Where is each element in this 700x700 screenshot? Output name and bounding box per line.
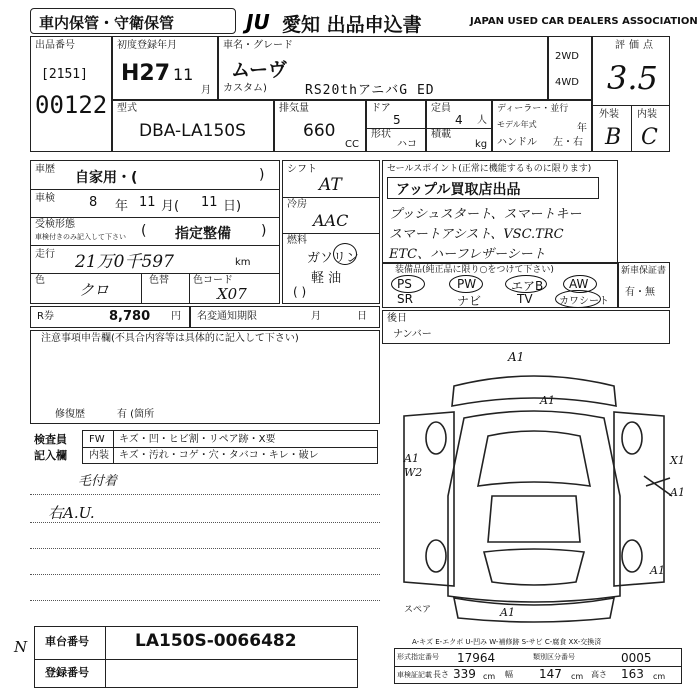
spare-label: スペア xyxy=(404,605,432,615)
handle-options: 左・右 xyxy=(553,137,583,148)
kg-unit: kg xyxy=(475,139,488,150)
windshield xyxy=(478,431,590,486)
first-registration-box xyxy=(112,36,218,100)
recycle-label: R券 xyxy=(37,311,54,322)
registration-month: 11 xyxy=(173,65,194,84)
equip-navi: ナビ xyxy=(457,294,482,308)
lot-number-box xyxy=(30,36,112,152)
car-damage-diagram xyxy=(384,346,684,628)
chassis-number: LA150S-0066482 xyxy=(135,631,297,651)
writing-line xyxy=(30,522,380,523)
designation-box xyxy=(394,648,682,684)
model-type: DBA-LA150S xyxy=(139,121,246,141)
interior-score-label: 内装 xyxy=(637,109,657,120)
history-value: 自家用・( xyxy=(75,170,138,186)
dealer-label: ディーラー・並行 xyxy=(497,104,569,114)
equip-seat-circle xyxy=(555,290,601,308)
color-code: X07 xyxy=(217,285,247,303)
color-value: クロ xyxy=(79,281,110,299)
drive-2wd: 2WD xyxy=(555,51,579,62)
selling-points-box xyxy=(382,160,618,264)
equip-ps-circle xyxy=(391,275,425,293)
drivetrain-block xyxy=(282,160,380,304)
inspector-label-1: 検査員 xyxy=(34,433,67,446)
mark-w2-left: W2 xyxy=(404,466,423,479)
shaken-month: 11 xyxy=(139,195,156,210)
length-unit: cm xyxy=(483,672,496,681)
wheel-rear-left xyxy=(426,540,446,572)
recycle-unit: 円 xyxy=(171,311,181,322)
selling-headline: アップル買取店出品 xyxy=(396,182,521,198)
name-change-box xyxy=(190,306,380,328)
car-name-label: 車名・グレード xyxy=(223,40,293,51)
damage-stroke-right xyxy=(644,476,672,496)
repair-history-value: 有 (箇所 xyxy=(117,409,155,420)
form-number: 17964 xyxy=(457,651,496,665)
score-box xyxy=(592,36,670,152)
selling-line-1: プッシュスタート、スマートキー xyxy=(389,207,582,222)
car-name: ムーヴ xyxy=(231,59,288,81)
inspector-ext-label: FW xyxy=(89,434,105,445)
width-unit: cm xyxy=(571,672,584,681)
length-value: 339 xyxy=(453,667,476,681)
capacity-value: 4 xyxy=(455,113,463,127)
equip-tv: TV xyxy=(517,292,533,306)
mark-x1-right: X1 xyxy=(670,454,685,467)
shape-value: ハコ xyxy=(397,139,417,150)
shaken-day-unit: 日) xyxy=(223,199,242,214)
score-label: 評価点 xyxy=(615,40,657,51)
height-unit: cm xyxy=(653,672,666,681)
writing-line xyxy=(30,574,380,575)
selling-line-3: ETC、ハーフレザーシート xyxy=(389,247,546,262)
color-label: 色 xyxy=(35,275,45,286)
chassis-label: 車台番号 xyxy=(45,635,89,648)
model-year-unit: 年 xyxy=(577,123,587,134)
inspector-int-items: キズ・汚れ・コゲ・穴・タバコ・キレ・破レ xyxy=(119,450,319,461)
cc-unit: CC xyxy=(345,139,359,150)
km-unit: km xyxy=(235,257,251,268)
class-number-label: 類別区分番号 xyxy=(533,653,575,661)
drive-4wd: 4WD xyxy=(555,77,579,88)
writing-line xyxy=(30,494,380,495)
shaken-label: 車検 xyxy=(35,193,55,204)
handle-label: ハンドル xyxy=(497,137,537,148)
equip-pw-circle xyxy=(449,275,483,293)
rear-value: ナンバー xyxy=(393,329,432,340)
name-change-day: 日 xyxy=(357,311,367,322)
mileage-label: 走行 xyxy=(35,249,55,260)
side-mark: N xyxy=(14,638,28,656)
doors-value: 5 xyxy=(393,113,401,127)
rear-box xyxy=(382,310,670,344)
exterior-score: B xyxy=(605,125,622,150)
registration-spec-label: 車検証記載 xyxy=(397,671,432,679)
mark-a1-rear-right: A1 xyxy=(650,564,665,577)
form-title: 愛知 出品申込書 xyxy=(282,14,422,36)
capacity-label: 定員 xyxy=(431,103,451,114)
capacity-box xyxy=(426,100,492,152)
color-code-label: 色コード xyxy=(193,275,233,286)
doors-box xyxy=(366,100,426,152)
car-custom: カスタム) xyxy=(223,83,267,94)
wheel-front-right xyxy=(622,422,642,454)
front-bumper xyxy=(452,376,616,406)
exterior-score-label: 外装 xyxy=(599,109,619,120)
maintenance-sub: 車検付きのみ記入して下さい xyxy=(35,233,126,241)
writing-line xyxy=(30,548,380,549)
maintenance-value: 指定整備 xyxy=(175,226,231,242)
mileage-value: 21万0千597 xyxy=(75,252,174,272)
shape-label: 形状 xyxy=(371,129,391,140)
repair-history-label: 修復歴 xyxy=(55,409,85,420)
fuel-gasoline: ガソリン xyxy=(307,251,360,266)
mark-a1-front: A1 xyxy=(508,350,525,364)
notes-label: 注意事項申告欄(不具合内容等は具体的に記入して下さい) xyxy=(41,333,299,344)
lot-number: 00122 xyxy=(35,91,108,119)
selling-points-label: セールスポイント(正常に機能するものに限ります) xyxy=(387,164,592,174)
storage-label: 車内保管・守衛保管 xyxy=(39,14,175,32)
warranty-value: 有・無 xyxy=(625,287,655,298)
equip-sr: SR xyxy=(397,292,413,306)
equip-airbag: エアB xyxy=(511,279,544,293)
person-unit: 人 xyxy=(477,115,487,126)
car-grade: RS20thアニバG ED xyxy=(305,83,435,98)
maintenance-label: 受検形態 xyxy=(35,219,75,230)
drive-type-box xyxy=(548,36,592,100)
equip-aw: AW xyxy=(569,277,589,291)
ac-label: 冷房 xyxy=(287,199,307,210)
class-number: 0005 xyxy=(621,651,652,665)
doors-label: ドア xyxy=(371,103,391,114)
inspector-box xyxy=(82,430,378,464)
selling-headline-box xyxy=(387,177,599,199)
registration-label: 初度登録年月 xyxy=(117,40,177,51)
fuel-circle-mark xyxy=(333,243,357,265)
org-english-name: JAPAN USED CAR DEALERS ASSOCIATION xyxy=(470,16,698,27)
model-year-label: モデル年式 xyxy=(497,120,537,129)
recycle-value: 8,780 xyxy=(109,309,151,324)
inspector-note-1: 毛付着 xyxy=(78,474,118,489)
rear-label: 後日 xyxy=(387,313,407,324)
lot-bracket: [2151] xyxy=(41,67,88,82)
car-body-outline xyxy=(448,411,620,602)
width-value: 147 xyxy=(539,667,562,681)
inspector-ext-items: キズ・凹・ヒビ割・リペア跡・X要 xyxy=(119,434,276,445)
damage-legend: A-キズ E-エクボ U-凹み W-補修跡 S-サビ C-腐食 XX-交換済 xyxy=(412,638,602,646)
recycle-box xyxy=(30,306,190,328)
mark-a1-right: A1 xyxy=(670,486,685,499)
mark-a1-rear: A1 xyxy=(500,606,515,619)
dealer-box xyxy=(492,100,592,152)
height-value: 163 xyxy=(621,667,644,681)
fuel-label: 燃料 xyxy=(287,235,307,246)
chassis-box xyxy=(34,626,358,688)
shift-label: シフト xyxy=(287,164,317,175)
plate-label: 登録番号 xyxy=(45,666,89,679)
name-change-month: 月 xyxy=(311,311,321,322)
roof-panel xyxy=(488,496,580,542)
model-type-box xyxy=(112,100,274,152)
equip-pw: PW xyxy=(457,277,477,291)
registration-month-unit: 月 xyxy=(201,85,211,96)
wheel-front-left xyxy=(426,422,446,454)
equipment-label: 装備品(純正品に限り○をつけて下さい) xyxy=(395,265,554,275)
registration-year: H27 xyxy=(121,61,171,86)
shaken-day: 11 xyxy=(201,195,218,210)
car-name-box xyxy=(218,36,548,100)
ac-value: AAC xyxy=(313,211,349,230)
warranty-label: 新車保証書 xyxy=(621,266,667,276)
writing-line xyxy=(30,600,380,601)
shaken-year: 8 xyxy=(89,195,98,210)
history-close: ) xyxy=(259,167,265,183)
color-change-label: 色替 xyxy=(149,275,169,286)
inspector-note-2: 右A.U. xyxy=(48,504,95,522)
history-block xyxy=(30,160,280,304)
displacement-box xyxy=(274,100,366,152)
model-type-label: 型式 xyxy=(117,103,137,114)
equip-ps: PS xyxy=(397,277,412,291)
fuel-other: ( ) xyxy=(293,285,307,299)
maintenance-open: ( xyxy=(141,223,147,239)
displacement-label: 排気量 xyxy=(279,103,309,114)
load-label: 積載 xyxy=(431,129,451,140)
name-change-label: 名変通知期限 xyxy=(197,311,257,322)
rear-window xyxy=(484,549,584,585)
equipment-box xyxy=(382,262,618,308)
mark-a1-left: A1 xyxy=(404,452,419,465)
form-number-label: 形式指定番号 xyxy=(397,653,439,661)
height-label: 高さ xyxy=(591,670,607,679)
wheel-rear-right xyxy=(622,540,642,572)
interior-score: C xyxy=(641,125,658,150)
ju-logo: JU xyxy=(246,10,270,34)
selling-line-2: スマートアシスト、VSC.TRC xyxy=(389,227,564,242)
inspector-int-label: 内装 xyxy=(89,450,109,461)
notes-box xyxy=(30,330,380,424)
storage-badge xyxy=(30,8,236,34)
lot-label: 出品番号 xyxy=(35,40,75,51)
inspector-label-2: 記入欄 xyxy=(34,449,67,462)
equip-seat: カワシート xyxy=(559,296,609,307)
warranty-box xyxy=(618,262,670,308)
mark-a1-hood: A1 xyxy=(540,394,555,407)
displacement-value: 660 xyxy=(303,121,336,141)
shaken-year-unit: 年 xyxy=(115,199,129,214)
length-label: 長さ xyxy=(433,670,449,679)
maintenance-close: ) xyxy=(261,223,267,239)
shaken-month-unit: 月( xyxy=(161,199,180,214)
history-label: 車歴 xyxy=(35,164,55,175)
fuel-diesel: 軽 油 xyxy=(311,271,342,286)
shift-value: AT xyxy=(319,175,342,195)
width-label: 幅 xyxy=(505,670,513,679)
score-value: 3.5 xyxy=(607,59,658,97)
equip-airbag-circle xyxy=(505,275,547,293)
